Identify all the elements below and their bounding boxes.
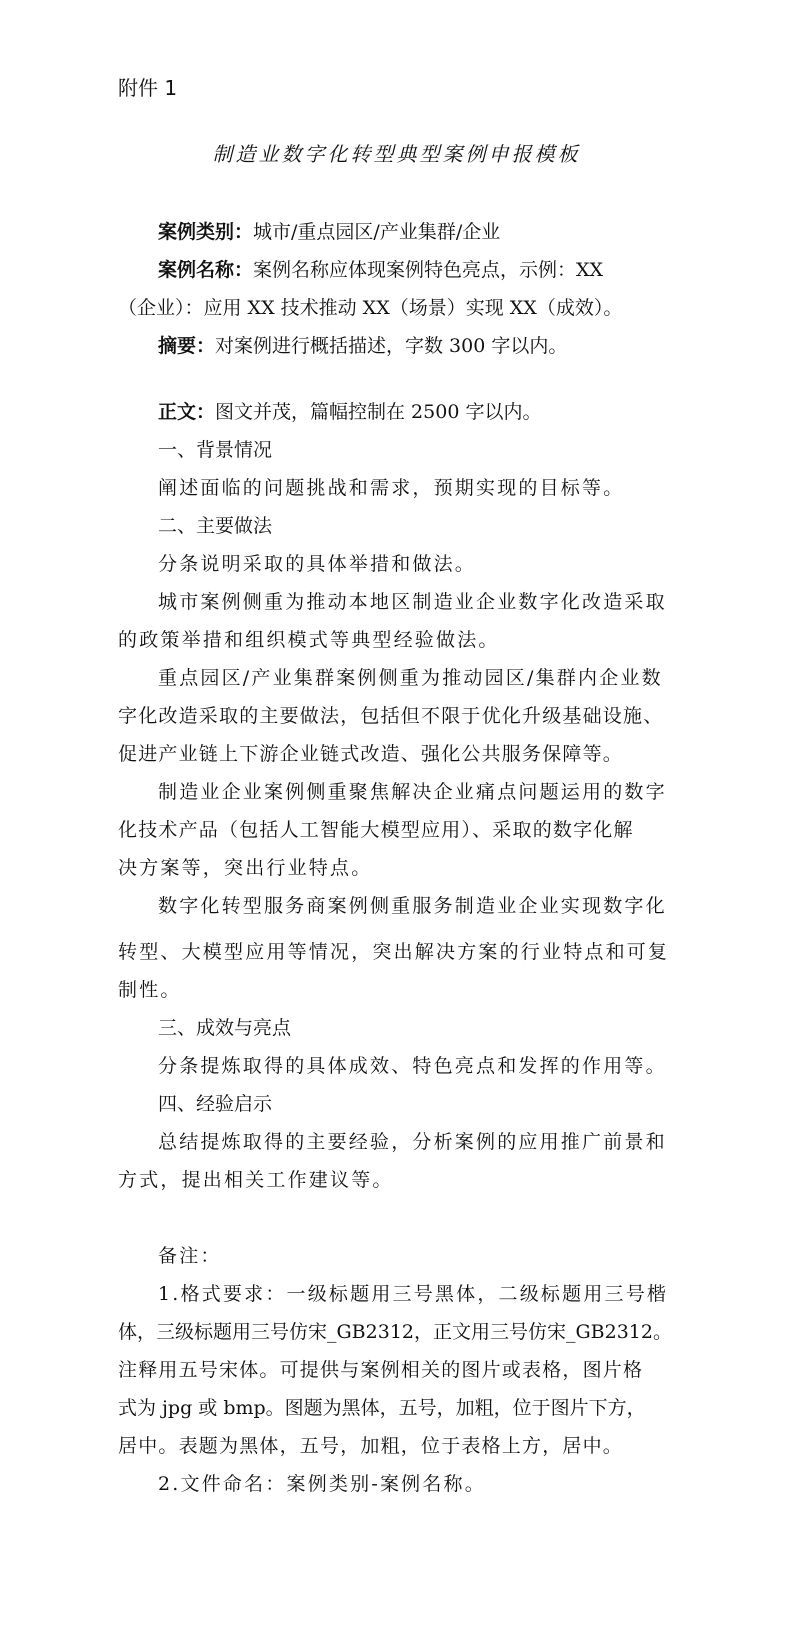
section-4-heading: 四、经验启示 — [158, 1093, 273, 1115]
section-2-paragraph-2-line-1: 城市案例侧重为推动本地区制造业企业数字化改造采取 — [158, 591, 667, 613]
section-2-paragraph-5-line-3: 制性。 — [118, 979, 182, 1001]
note-1-line-4: 式为 jpg 或 bmp。图题为黑体，五号，加粗，位于图片下方， — [118, 1397, 646, 1419]
section-1-text: 阐述面临的问题挑战和需求，预期实现的目标等。 — [158, 477, 625, 499]
case-category-line — [158, 220, 500, 244]
section-2-paragraph-3-line-2: 字化改造采取的主要做法，包括但不限于优化升级基础设施、 — [118, 705, 664, 727]
note-1-line-5: 居中。表题为黑体，五号，加粗，位于表格上方，居中。 — [118, 1435, 624, 1457]
section-2-paragraph-4-line-3: 决方案等，突出行业特点。 — [118, 857, 373, 879]
abstract-line — [158, 334, 567, 358]
body-label: 正文： — [158, 401, 216, 423]
note-1-line-2: 体，三级标题用三号仿宋_GB2312，正文用三号仿宋_GB2312。 — [118, 1321, 672, 1343]
notes-label: 备注： — [158, 1245, 222, 1267]
section-4-text-line-1: 总结提炼取得的主要经验，分析案例的应用推广前景和 — [158, 1131, 667, 1153]
body-value: 图文并茂，篇幅控制在 2500 字以内。 — [215, 401, 542, 423]
note-2: 2.文件命名：案例类别-案例名称。 — [158, 1473, 486, 1495]
case-name-value-1: 案例名称应体现案例特色亮点，示例：XX — [253, 259, 604, 281]
note-1-line-3: 注释用五号宋体。可提供与案例相关的图片或表格，图片格 — [118, 1359, 644, 1381]
body-line — [158, 400, 541, 424]
attachment-label: 附件 1 — [118, 76, 178, 100]
section-4-text-line-2: 方式，提出相关工作建议等。 — [118, 1169, 394, 1191]
case-category-label: 案例类别： — [158, 221, 254, 243]
section-2-paragraph-3-line-3: 促进产业链上下游企业链式改造、强化公共服务保障等。 — [118, 743, 624, 765]
abstract-value: 对案例进行概括描述，字数 300 字以内。 — [215, 335, 568, 357]
section-2-paragraph-1: 分条说明采取的具体举措和做法。 — [158, 553, 477, 575]
section-1-heading: 一、背景情况 — [158, 439, 273, 461]
case-name-value-2: （企业）：应用 XX 技术推动 XX（场景）实现 XX（成效）。 — [118, 297, 623, 319]
note-1-line-1: 1.格式要求：一级标题用三号黑体，二级标题用三号楷 — [158, 1283, 669, 1305]
section-2-paragraph-4-line-2: 化技术产品（包括人工智能大模型应用）、采取的数字化解 — [118, 819, 634, 841]
section-2-paragraph-4-line-1: 制造业企业案例侧重聚焦解决企业痛点问题运用的数字 — [158, 781, 667, 803]
section-3-text: 分条提炼取得的具体成效、特色亮点和发挥的作用等。 — [158, 1055, 667, 1077]
case-name-label: 案例名称： — [158, 259, 254, 281]
abstract-label: 摘要： — [158, 335, 216, 357]
document-title: 制造业数字化转型典型案例申报模板 — [212, 142, 581, 166]
section-2-paragraph-5-line-2: 转型、大模型应用等情况，突出解决方案的行业特点和可复 — [118, 941, 670, 963]
case-name-line — [158, 258, 603, 282]
section-3-heading: 三、成效与亮点 — [158, 1017, 292, 1039]
section-2-heading: 二、主要做法 — [158, 515, 273, 537]
section-2-paragraph-5-line-1: 数字化转型服务商案例侧重服务制造业企业实现数字化 — [158, 895, 667, 917]
section-2-paragraph-2-line-2: 的政策举措和组织模式等典型经验做法。 — [118, 629, 500, 651]
case-category-value: 城市/重点园区/产业集群/企业 — [253, 221, 501, 243]
section-2-paragraph-3-line-1: 重点园区/产业集群案例侧重为推动园区/集群内企业数 — [158, 667, 663, 689]
